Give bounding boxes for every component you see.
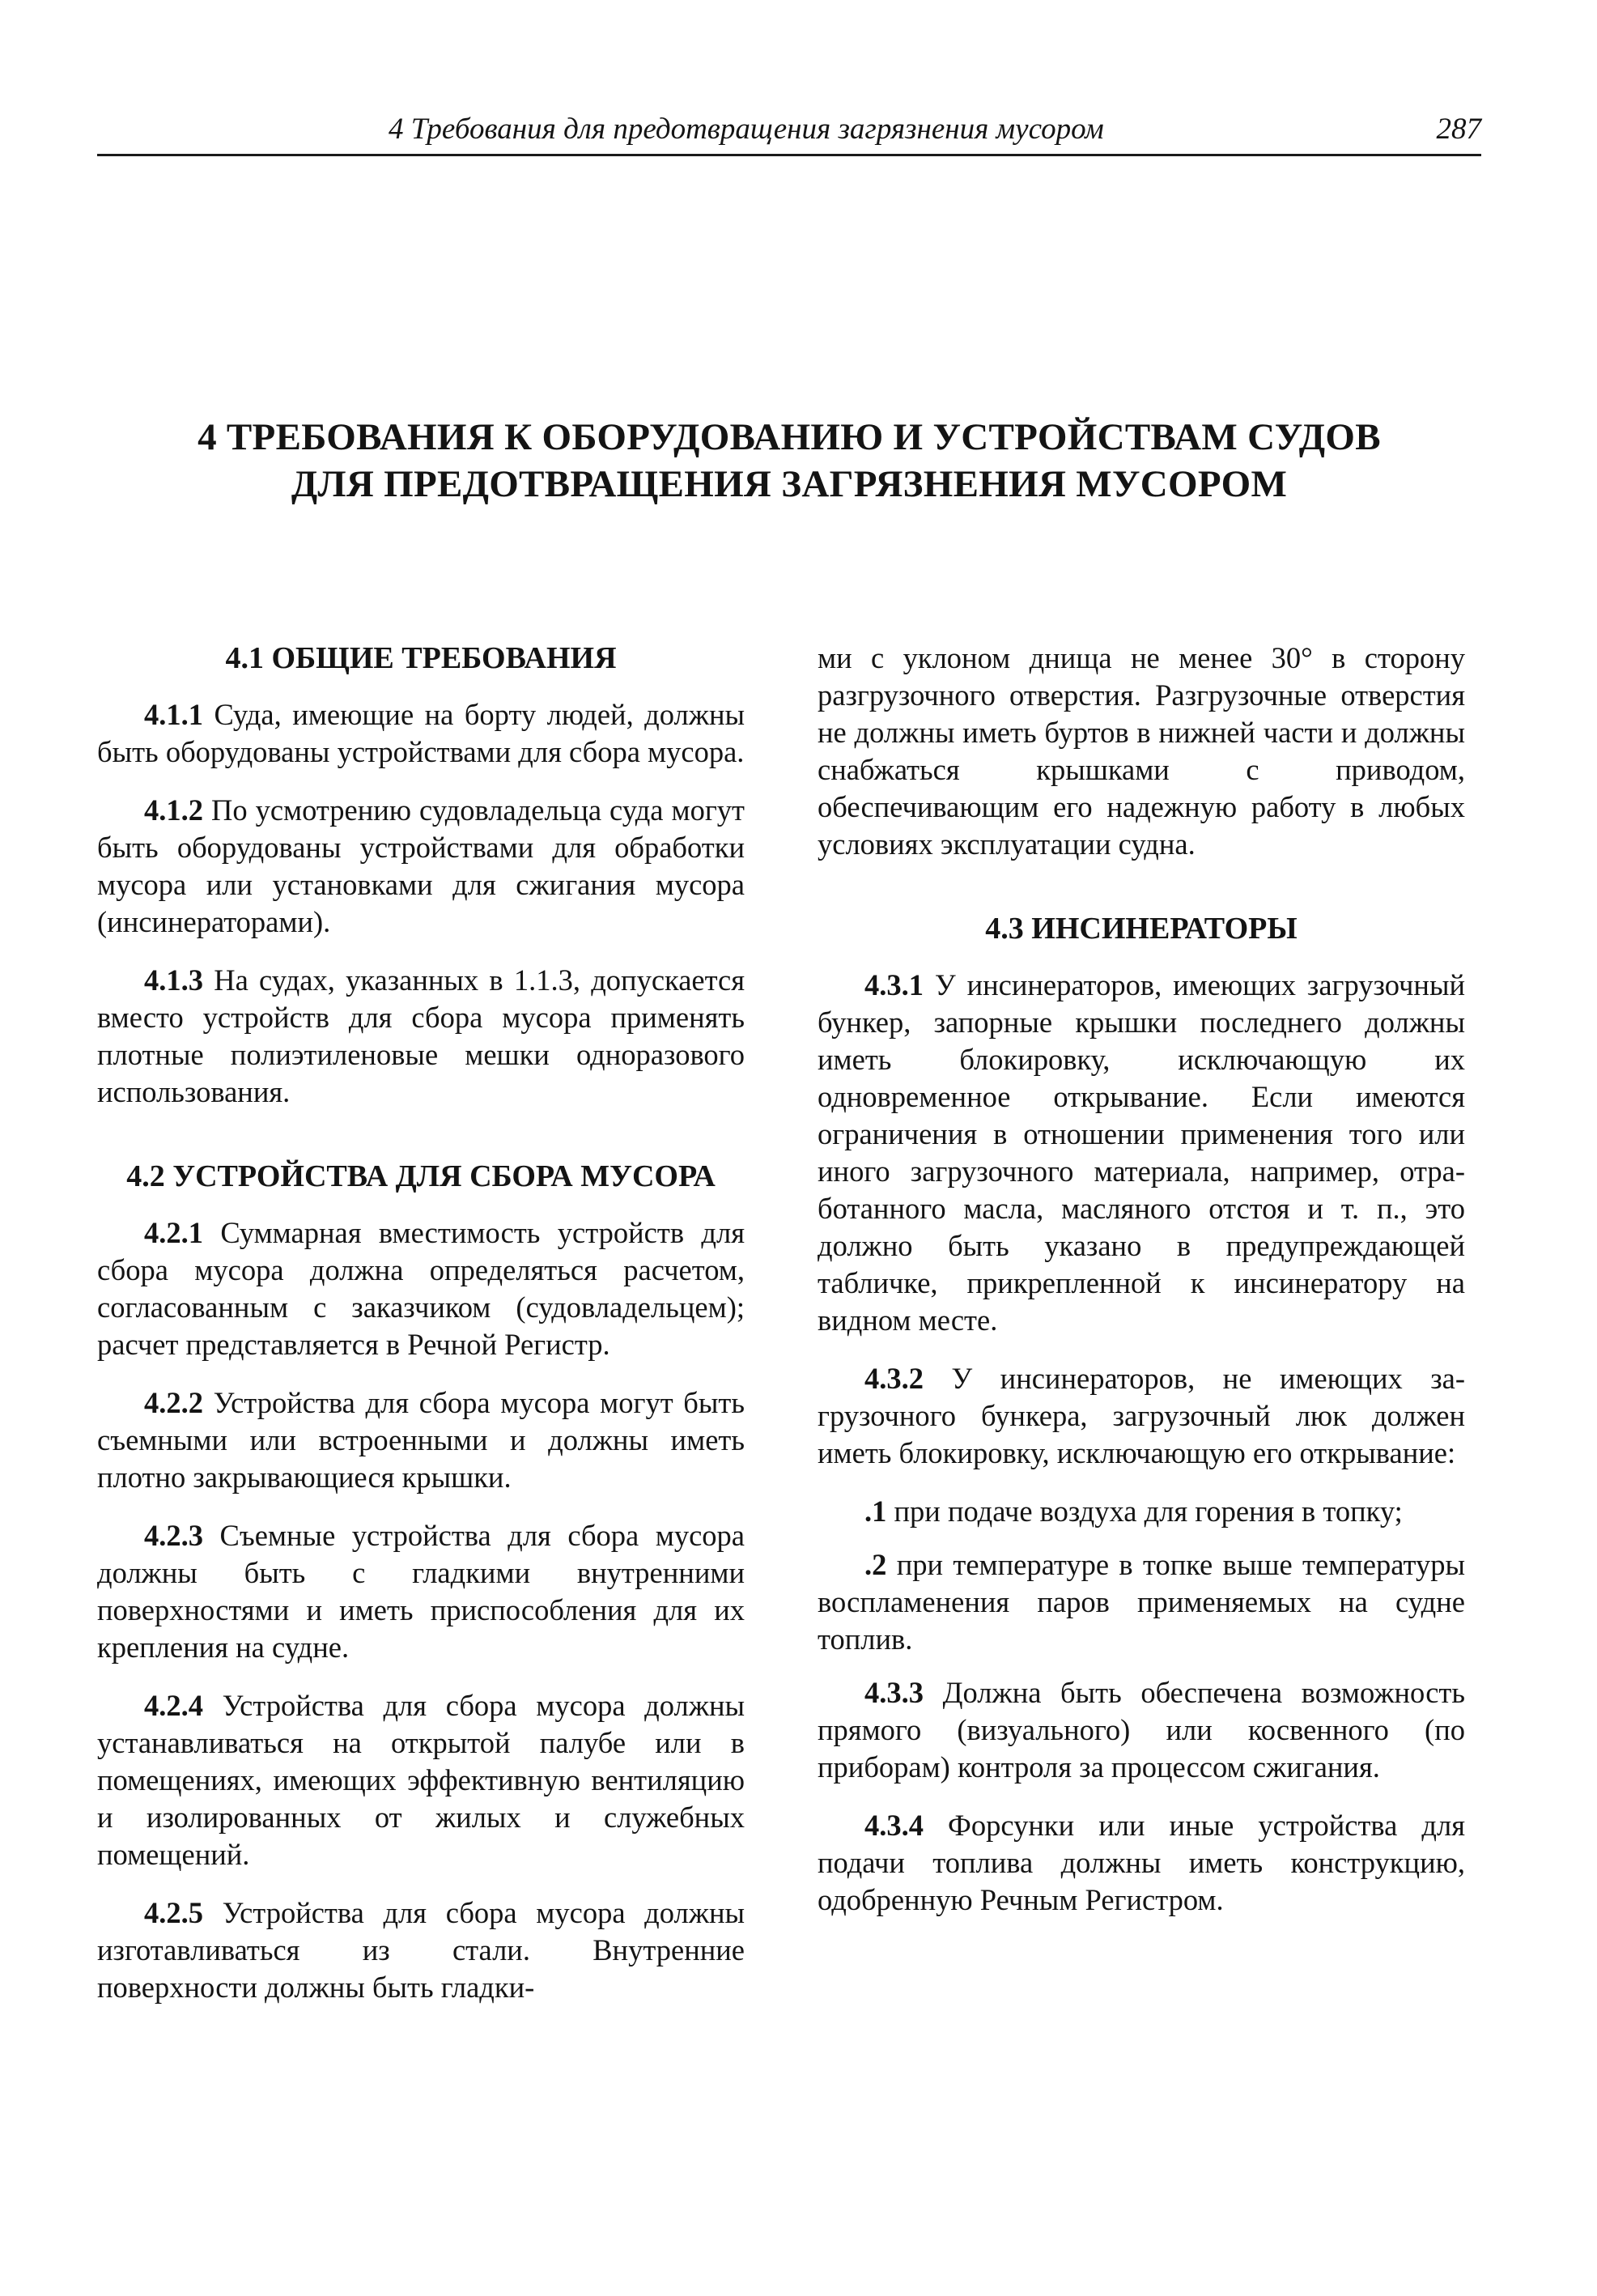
paragraph-text: У инсинераторов, имеющих загрузочный бункер, запорные крышки последнего должны иметь блокировку, исключающую их одновременное открывание. Если имеются ограничения в отношении применения того или иного загрузочного материала, например, отработанного масла, масляного отстоя и т. п., это должно быть указано в предупреждающей табличке, прикрепленной к инсинератору на видном месте. bbox=[818, 968, 1465, 1337]
paragraph-text: Устройства для сбора мусора могут быть съемными или встроенными и должны иметь плотно закрывающиеся крышки. bbox=[97, 1386, 745, 1494]
paragraph-text: На судах, указанных в 1.1.3, допускается вместо устройств для сбора мусора применять плотные полиэтиленовые мешки одноразового использования. bbox=[97, 963, 745, 1108]
paragraph-number: 4.2.5 bbox=[144, 1896, 203, 1929]
list-item-2 bbox=[818, 1546, 1465, 1658]
paragraph-4-2-3 bbox=[97, 1517, 745, 1666]
paragraph-4-2-2 bbox=[97, 1384, 745, 1496]
item-number: .1 bbox=[864, 1495, 887, 1528]
paragraph-number: 4.2.4 bbox=[144, 1689, 203, 1722]
paragraph-4-2-5 bbox=[97, 1894, 745, 2006]
paragraph-4-1-1 bbox=[97, 696, 745, 771]
document-page bbox=[97, 105, 1481, 2004]
paragraph-number: 4.2.1 bbox=[144, 1216, 203, 1249]
paragraph-text: Суда, имеющие на борту людей, должны быть оборудованы устройствами для сбора мусора. bbox=[97, 698, 745, 768]
right-column bbox=[818, 640, 1465, 1940]
running-header bbox=[97, 105, 1481, 156]
chapter-title bbox=[97, 414, 1481, 508]
left-column bbox=[97, 640, 745, 2027]
item-text: при подаче воздуха для горения в топку; bbox=[886, 1495, 1403, 1528]
paragraph-4-2-5-continued: ми с уклоном днища не менее 30° в сторону разгрузочного отверстия. Разгрузочные отверстия не должны иметь буртов в нижней части и должны снабжаться крышками с приводом, обеспечивающим его надежную работу в любых условиях эксплуатации судна. bbox=[818, 641, 1465, 861]
paragraph-text: Должна быть обеспечена возможность прямого (визуального) или косвенного (по приборам) контроля за процессом сжигания. bbox=[818, 1676, 1465, 1784]
running-title: 4 Требования для предотвращения загрязнения мусором bbox=[389, 113, 1104, 146]
paragraph-number: 4.2.2 bbox=[144, 1386, 203, 1419]
paragraph-number: 4.1.3 bbox=[144, 963, 203, 997]
paragraph-4-3-3 bbox=[818, 1674, 1465, 1786]
paragraph-text: Форсунки или иные устройства для подачи топлива должны иметь конструкцию, одобренную Речным Регистром. bbox=[818, 1809, 1465, 1916]
paragraph-4-3-2 bbox=[818, 1360, 1465, 1472]
paragraph-text: Устройства для сбора мусора должны устанавливаться на открытой палубе или в помещениях, имеющих эффективную вентиляцию и изолированных от жилых и служебных помещений. bbox=[97, 1689, 745, 1871]
paragraph-4-1-2 bbox=[97, 792, 745, 941]
list-item-1 bbox=[818, 1493, 1465, 1530]
paragraph-text: Съемные устройства для сбора мусора должны быть с гладкими внутренними поверхностями и иметь приспособления для их крепления на судне. bbox=[97, 1519, 745, 1664]
paragraph-number: 4.3.1 bbox=[864, 968, 924, 1001]
paragraph-number: 4.1.1 bbox=[144, 698, 203, 731]
paragraph-4-3-1 bbox=[818, 967, 1465, 1339]
page-number: 287 bbox=[1436, 113, 1481, 146]
paragraph-text: Суммарная вместимость устройств для сбора мусора должна определяться расчетом, согласованным с заказчиком (судовладельцем); расчет представляется в Речной Регистр. bbox=[97, 1216, 745, 1361]
item-text: при температуре в топке выше температуры воспламенения паров применяемых на судне топлив. bbox=[818, 1548, 1465, 1656]
paragraph-4-2-1 bbox=[97, 1214, 745, 1363]
paragraph-text: Устройства для сбора мусора должны изготавливаться из стали. Внутренние поверхности должны быть гладки- bbox=[97, 1896, 745, 2004]
paragraph-number: 4.3.3 bbox=[864, 1676, 924, 1709]
chapter-title-line-1: 4 ТРЕБОВАНИЯ К ОБОРУДОВАНИЮ И УСТРОЙСТВАМ СУДОВ bbox=[198, 416, 1381, 458]
paragraph-4-3-4 bbox=[818, 1807, 1465, 1919]
paragraph-number: 4.2.3 bbox=[144, 1519, 203, 1552]
item-number: .2 bbox=[864, 1548, 887, 1581]
paragraph-number: 4.1.2 bbox=[144, 793, 203, 827]
paragraph-number: 4.3.4 bbox=[864, 1809, 924, 1842]
section-heading-4-2: 4.2 УСТРОЙСТВА ДЛЯ СБОРА МУСОРА bbox=[126, 1159, 716, 1193]
paragraph-text: По усмотрению судовладельца суда могут быть оборудованы устройствами для обработки мусора или установками для сжигания мусора (инсинераторами). bbox=[97, 793, 745, 938]
chapter-title-line-2: ДЛЯ ПРЕДОТВРАЩЕНИЯ ЗАГРЯЗНЕНИЯ МУСОРОМ bbox=[291, 463, 1288, 505]
section-heading-4-1: 4.1 ОБЩИЕ ТРЕБОВАНИЯ bbox=[225, 641, 617, 675]
paragraph-number: 4.3.2 bbox=[864, 1362, 924, 1395]
paragraph-4-2-4 bbox=[97, 1687, 745, 1873]
paragraph-4-1-3 bbox=[97, 962, 745, 1111]
paragraph-text: У инсинераторов, не имеющих загрузочного бункера, загрузочный люк должен иметь блокировку, исключающую его открывание: bbox=[818, 1362, 1465, 1469]
section-heading-4-3: 4.3 ИНСИНЕРАТОРЫ bbox=[985, 912, 1298, 946]
